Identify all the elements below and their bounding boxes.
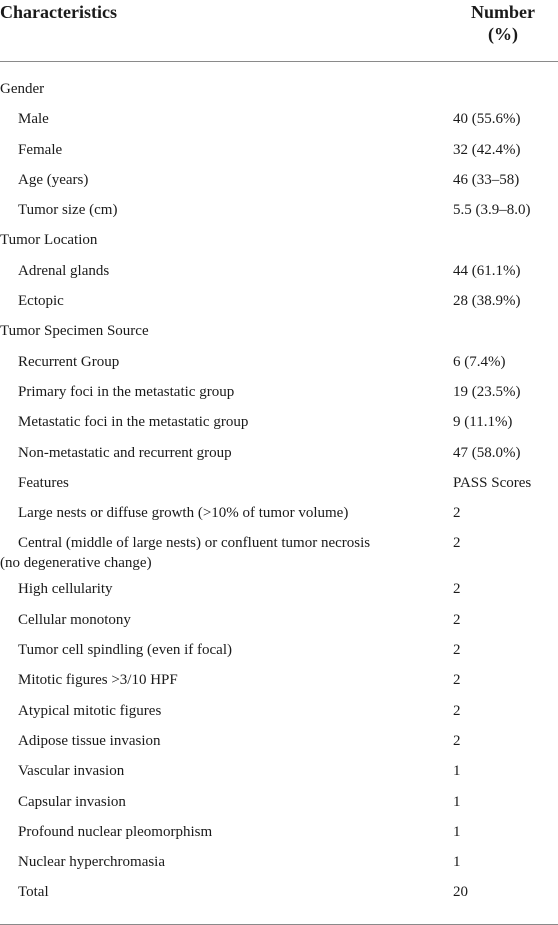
table-row: [0, 74, 558, 104]
row-value: 2: [453, 702, 461, 719]
header-number: [453, 1, 553, 45]
row-label: Vascular invasion: [18, 763, 125, 780]
row-label: Adipose tissue invasion: [18, 732, 161, 749]
row-value: 2: [453, 581, 461, 598]
table-row: [0, 877, 558, 907]
table-row: [0, 438, 558, 468]
header-characteristics: Characteristics: [0, 2, 117, 22]
table-row: [0, 468, 558, 498]
table-row: [0, 135, 558, 165]
table-row: [0, 347, 558, 377]
header-rule: [0, 61, 558, 62]
row-value: 1: [453, 854, 461, 871]
row-label: Nuclear hyperchromasia: [18, 854, 166, 871]
row-value: PASS Scores: [453, 474, 532, 491]
row-value: 32 (42.4%): [453, 141, 521, 158]
row-label: Profound nuclear pleomorphism: [18, 823, 213, 840]
table-row: [0, 165, 558, 195]
row-label: Tumor Specimen Source: [0, 323, 149, 340]
row-value: 1: [453, 763, 461, 780]
table-row: [0, 104, 558, 134]
row-label: Total: [18, 884, 49, 901]
row-label: Atypical mitotic figures: [18, 702, 162, 719]
table-row: [0, 635, 558, 665]
row-label: Tumor size (cm): [18, 202, 118, 219]
table-row: [0, 726, 558, 756]
table-row: [0, 605, 558, 635]
row-value: 2: [453, 732, 461, 749]
row-label: Tumor cell spindling (even if focal): [18, 642, 232, 659]
row-value: 47 (58.0%): [453, 444, 521, 461]
row-label: Female: [18, 141, 63, 158]
table-row: [0, 756, 558, 786]
table-row: [0, 225, 558, 255]
row-value: 1: [453, 823, 461, 840]
row-value: 2: [453, 642, 461, 659]
row-label: Capsular invasion: [18, 793, 126, 810]
header-number-line1: Number: [471, 2, 535, 22]
row-value: 5.5 (3.9–8.0): [453, 202, 531, 219]
row-label: Adrenal glands: [18, 262, 110, 279]
table-row: [0, 528, 558, 574]
row-value: 20: [453, 884, 468, 901]
table-row: [0, 574, 558, 604]
table-row: [0, 377, 558, 407]
table-row: [0, 498, 558, 528]
row-label: Non-metastatic and recurrent group: [18, 444, 232, 461]
table-row: [0, 195, 558, 225]
row-label: Ectopic: [18, 293, 64, 310]
row-label: Metastatic foci in the metastatic group: [18, 414, 249, 431]
table-row: [0, 787, 558, 817]
row-value: 6 (7.4%): [453, 353, 506, 370]
table-row: [0, 817, 558, 847]
row-label: High cellularity: [18, 581, 113, 598]
table-row: [0, 316, 558, 346]
row-value: 44 (61.1%): [453, 262, 521, 279]
header-number-line2: (%): [488, 24, 518, 44]
row-value: 28 (38.9%): [453, 293, 521, 310]
row-label-line1: Central (middle of large nests) or confluent tumor necrosis: [18, 535, 371, 552]
row-label: Male: [18, 111, 49, 128]
row-label: Cellular monotony: [18, 611, 131, 628]
row-label: Recurrent Group: [18, 353, 120, 370]
row-label: Primary foci in the metastatic group: [18, 383, 235, 400]
table-row: [0, 847, 558, 877]
row-value: 46 (33–58): [453, 171, 520, 188]
row-label: Features: [18, 474, 69, 491]
row-label: Tumor Location: [0, 232, 98, 249]
row-label-line2: (no degenerative change): [0, 555, 152, 572]
table-header: [0, 0, 558, 61]
table-row: [0, 256, 558, 286]
row-label: Gender: [0, 81, 45, 97]
table-row: [0, 696, 558, 726]
table-row: [0, 665, 558, 695]
row-value: 2: [453, 535, 461, 552]
row-value: 2: [453, 672, 461, 689]
row-label: [0, 533, 458, 573]
table-body: [0, 74, 558, 908]
row-value: 1: [453, 793, 461, 810]
row-value: 19 (23.5%): [453, 383, 521, 400]
row-value: 2: [453, 505, 461, 522]
table-row: [0, 286, 558, 316]
row-label: Large nests or diffuse growth (>10% of tumor volume): [18, 505, 349, 522]
row-value: 40 (55.6%): [453, 111, 521, 128]
row-label: Mitotic figures >3/10 HPF: [18, 672, 178, 689]
row-label: Age (years): [18, 171, 89, 188]
table-row: [0, 407, 558, 437]
row-value: 9 (11.1%): [453, 414, 513, 431]
row-value: 2: [453, 611, 461, 628]
